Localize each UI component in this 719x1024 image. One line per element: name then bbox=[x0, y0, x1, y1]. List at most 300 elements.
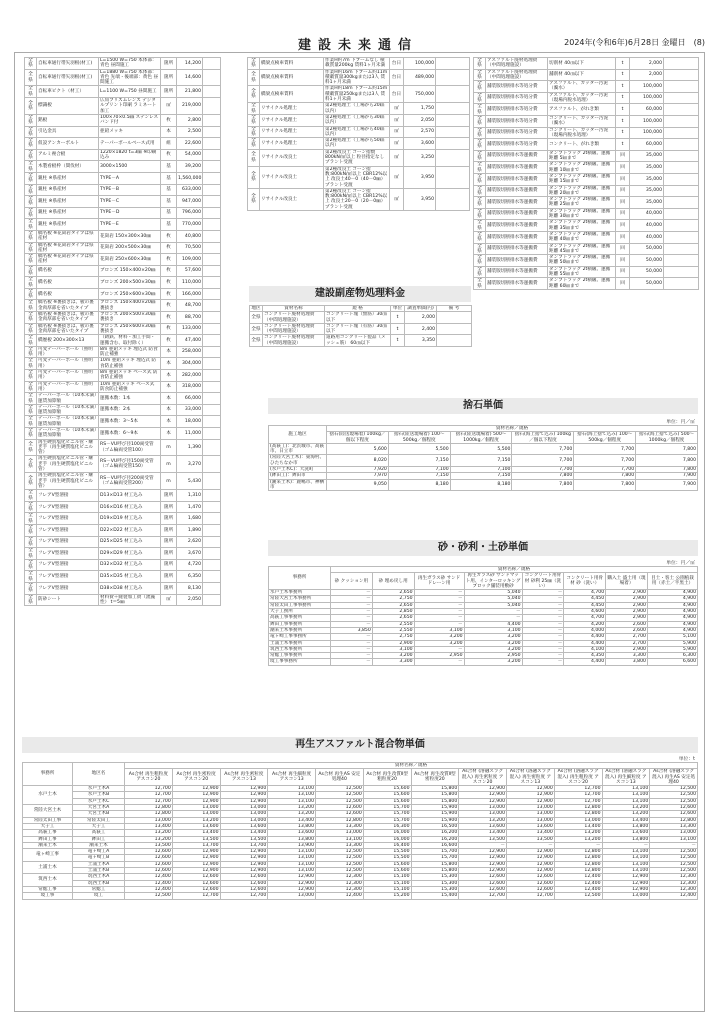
table-cell: 12,700 bbox=[459, 893, 507, 899]
table-row bbox=[269, 479, 698, 491]
table-cell: 66,000 bbox=[177, 393, 203, 405]
table-row bbox=[474, 266, 699, 278]
table-cell: 5,040 bbox=[464, 590, 522, 596]
table-cell: － bbox=[464, 609, 522, 615]
table-cell: 750,000 bbox=[404, 86, 436, 103]
column-header: 捨石(陸送現場着) 500～1000kg／個程度 bbox=[450, 432, 512, 444]
table-cell: 110,000 bbox=[177, 277, 203, 289]
table-cell: 2,600 bbox=[606, 627, 648, 633]
table-cell: 13,400 bbox=[507, 830, 555, 836]
remarks-cell bbox=[203, 501, 221, 513]
remarks-cell bbox=[664, 255, 699, 267]
table-cell: 作業H約16m 下ブーム約11m 積載質量300kgまたは3人 賃料1ヶ月未満 bbox=[324, 69, 390, 86]
table-cell: 13,500 bbox=[172, 836, 220, 842]
table-cell: 本 bbox=[161, 428, 177, 440]
remarks-cell bbox=[203, 207, 221, 219]
table-cell: 12,900 bbox=[268, 880, 316, 886]
table-cell: 13,000 bbox=[602, 893, 650, 899]
table-cell: 可変テーパーポール（照明用） bbox=[37, 358, 99, 370]
table-cell: D25×D25 材工込み bbox=[99, 536, 161, 548]
table-cell: 4,200 bbox=[564, 621, 606, 627]
table-cell: m bbox=[161, 456, 177, 473]
table-cell: 40,800 bbox=[177, 230, 203, 242]
table-cell: 12,300 bbox=[650, 880, 698, 886]
table-cell: テーパーポール（10本未満）運賃加算額 bbox=[37, 393, 99, 405]
table-cell: 14,600 bbox=[177, 69, 203, 86]
table-cell: 13,000 bbox=[459, 811, 507, 817]
table-cell: 4,900 bbox=[647, 602, 697, 608]
table-cell: 舗装版切断排水等処分費 bbox=[486, 139, 548, 151]
remarks-cell bbox=[203, 536, 221, 548]
table-cell: 4,000 bbox=[564, 627, 606, 633]
table-cell: － bbox=[522, 659, 564, 665]
sand-unit: 単位：円／㎥ bbox=[666, 561, 695, 566]
table-cell: 8,020 bbox=[327, 455, 389, 467]
table-cell: 2,620 bbox=[177, 536, 203, 548]
table-cell: 12,500 bbox=[650, 861, 698, 867]
table-cell: 全県 bbox=[474, 139, 486, 151]
table-cell: 12,600 bbox=[507, 874, 555, 880]
table-cell: 3,300 bbox=[372, 659, 414, 665]
table-cell: － bbox=[522, 609, 564, 615]
table-cell: ブロンズ 150×400×20㎜ 裏抜き bbox=[99, 300, 161, 312]
table-cell: 全県 bbox=[250, 312, 263, 324]
table-cell: 4,700 bbox=[564, 615, 606, 621]
table-cell: 15,800 bbox=[411, 861, 459, 867]
table-cell: t bbox=[616, 81, 630, 93]
table-cell: 仮設アンカーボルト bbox=[37, 138, 99, 150]
column-header: As合材 再生改質Ⅱ型 密粒度20 bbox=[411, 769, 459, 786]
table-cell: 1,310 bbox=[177, 490, 203, 502]
table-cell: － bbox=[414, 615, 464, 621]
table-cell: 大子工 bbox=[73, 823, 125, 829]
table-cell: 舗装版切断排水等処分費 bbox=[486, 115, 548, 127]
table-row bbox=[25, 288, 221, 300]
table-cell: 13,400 bbox=[459, 830, 507, 836]
table-cell: 橋名板 ※花崗岩タイプは県産材 bbox=[37, 230, 99, 242]
table-cell: 基 bbox=[161, 207, 177, 219]
table-cell: アスファルト廃材処理費（中間処理施設） bbox=[486, 58, 548, 70]
table-cell: 4,700 bbox=[564, 590, 606, 596]
table-cell: 2,000 bbox=[630, 58, 664, 70]
table-cell: t bbox=[616, 104, 630, 116]
table-cell: 3,950 bbox=[404, 166, 436, 188]
remarks-cell bbox=[203, 456, 221, 473]
table-cell: 12,600 bbox=[125, 861, 173, 867]
table-cell: 橋名板 ※花崗岩タイプは県産材 bbox=[37, 254, 99, 266]
table-cell: 全県 bbox=[248, 86, 260, 103]
table-cell: － bbox=[522, 640, 564, 646]
table-cell: 全県 bbox=[25, 490, 37, 502]
table-cell: 全県 bbox=[248, 114, 260, 126]
remarks-cell bbox=[436, 188, 470, 210]
table-cell: 枚 bbox=[161, 323, 177, 335]
table-cell: 4,450 bbox=[564, 602, 606, 608]
table-row bbox=[25, 335, 221, 347]
table-cell: 作業H約18m 下ブーム約15m 積載質量250kgまたは3人 賃料1ヶ月未満 bbox=[324, 86, 390, 103]
table-cell: 境工 bbox=[73, 893, 125, 899]
remarks-cell bbox=[203, 323, 221, 335]
table-cell: 広角プリズムレンズ デジタルプリント印刷 ラミネート加工 bbox=[99, 98, 161, 115]
remarks-cell bbox=[203, 548, 221, 560]
table-cell: 全県 bbox=[248, 58, 260, 70]
table-cell: － bbox=[414, 609, 464, 615]
table-cell: 50,000 bbox=[630, 243, 664, 255]
table-cell: 花崗岩 200×500×30㎜ bbox=[99, 242, 161, 254]
table-row bbox=[25, 207, 221, 219]
table-cell: － bbox=[331, 653, 373, 659]
table-cell: 12,900 bbox=[172, 786, 220, 792]
table-cell: 2,700 bbox=[606, 640, 648, 646]
column-header: 砂 埋め戻し用 bbox=[372, 573, 414, 590]
table-cell: t bbox=[616, 115, 630, 127]
table-cell: フレアV型溶接 bbox=[37, 536, 99, 548]
table-cell: フレアV型溶接 bbox=[37, 583, 99, 595]
table-cell: 5,900 bbox=[647, 640, 697, 646]
table-cell: 筑西土木B bbox=[73, 880, 125, 886]
table-cell: 回 bbox=[616, 231, 630, 243]
table-cell: － bbox=[522, 653, 564, 659]
remarks-cell bbox=[203, 184, 221, 196]
table-cell: － bbox=[331, 634, 373, 640]
table-cell: 橋名板 bbox=[37, 265, 99, 277]
remarks-cell bbox=[664, 127, 699, 139]
table-cell: 大子工務所 bbox=[269, 609, 331, 615]
office-cell: 高萩工事 bbox=[23, 830, 73, 836]
table-cell: － bbox=[522, 596, 564, 602]
table-cell: － bbox=[331, 659, 373, 665]
table-cell: 5,040 bbox=[464, 596, 522, 602]
table-cell: 13,100 bbox=[602, 868, 650, 874]
table-cell: 2,850 bbox=[372, 609, 414, 615]
table-cell: 489,000 bbox=[404, 69, 436, 86]
table-cell: （鋳鉄、材料・加工手間・運搬含む、取付除く） bbox=[99, 335, 161, 347]
table-cell: 15,800 bbox=[411, 792, 459, 798]
table-cell: 基 bbox=[161, 219, 177, 231]
column-header: As合材 (溶融スラグ混入) 再生細粒度 アスコン13 bbox=[602, 769, 650, 786]
table-cell: 全県 bbox=[25, 548, 37, 560]
table-cell: 5,900 bbox=[647, 646, 697, 652]
table-cell: 13,000 bbox=[316, 830, 364, 836]
remarks-cell bbox=[437, 312, 472, 324]
table-cell: 台日 bbox=[390, 58, 404, 70]
date-text: 2024年(令和6年)6月28日 金曜日 bbox=[564, 38, 686, 47]
table-cell: － bbox=[331, 596, 373, 602]
table-cell: 12,700 bbox=[125, 798, 173, 804]
table-row bbox=[25, 536, 221, 548]
table-cell: 基 bbox=[161, 184, 177, 196]
table-row bbox=[25, 404, 221, 416]
table-cell: 全県 bbox=[474, 173, 486, 185]
table-cell: 12,800 bbox=[125, 811, 173, 817]
table-cell: 39,200 bbox=[177, 161, 203, 173]
remarks-cell bbox=[664, 197, 699, 209]
table-cell: D32×D32 材工込み bbox=[99, 559, 161, 571]
table-cell: 全県 bbox=[474, 220, 486, 232]
table-cell: 潮来土木事務所 bbox=[269, 627, 331, 633]
table-cell: ブロンズ 200×500×30㎜ 裏抜き bbox=[99, 312, 161, 324]
table-cell: 水戸土木事務所 bbox=[269, 590, 331, 596]
table-cell: 15,300 bbox=[411, 886, 459, 892]
table-cell: － bbox=[522, 646, 564, 652]
remarks-cell bbox=[203, 312, 221, 324]
remarks-cell bbox=[203, 242, 221, 254]
table-cell: 3,200 bbox=[464, 659, 522, 665]
table-cell: 13,200 bbox=[125, 836, 173, 842]
table-cell: 全県 bbox=[25, 300, 37, 312]
table-cell: 16,500 bbox=[411, 823, 459, 829]
table-cell: 12,600 bbox=[459, 874, 507, 880]
column-header: As合材 再生改質Ⅱ型 粗粒度20 bbox=[363, 769, 411, 786]
table-cell: 7,150 bbox=[450, 473, 512, 479]
table-cell: 12,900 bbox=[459, 855, 507, 861]
table-row bbox=[25, 86, 221, 98]
column-header: 調査単価(円) bbox=[405, 306, 437, 312]
table-cell: 3,670 bbox=[177, 548, 203, 560]
table-cell: 箇所 bbox=[161, 490, 177, 502]
table-cell: 全県 bbox=[474, 208, 486, 220]
table-cell: 竜ヶ崎工事事務所 bbox=[269, 634, 331, 640]
table-cell: 15,700 bbox=[363, 805, 411, 811]
table-cell: 全県 bbox=[25, 207, 37, 219]
table-cell: 橋名板 ※裏抜きは、板の裏金肉厚部を省いたタイプ bbox=[37, 323, 99, 335]
column-header: As合材 (溶融スラグ混入) 再生密粒度 アスコン13 bbox=[507, 769, 555, 786]
table-cell: 全県 bbox=[248, 103, 260, 115]
table-cell: 15,900 bbox=[411, 817, 459, 823]
table-cell: 舗装版切断排水等運搬費 bbox=[486, 150, 548, 162]
table-cell: 100,000 bbox=[630, 81, 664, 93]
table-cell: 大宮土木A bbox=[73, 805, 125, 811]
table-cell: 全県 bbox=[25, 456, 37, 473]
table-cell: 3,250 bbox=[404, 149, 436, 166]
remarks-cell bbox=[436, 103, 470, 115]
remarks-cell bbox=[203, 346, 221, 358]
table-cell: 回 bbox=[616, 220, 630, 232]
table-cell: 全県 bbox=[25, 559, 37, 571]
table-cell: フレアV型溶接 bbox=[37, 513, 99, 525]
table-cell: 全県 bbox=[248, 149, 260, 166]
table-cell: 35,000 bbox=[630, 150, 664, 162]
table-cell: アスファルト、カッター汚泥（現場内脱水処理） bbox=[548, 92, 616, 104]
column-header: As合材 (溶融スラグ混入) 再生AS 安定処理40 bbox=[650, 769, 698, 786]
table-row bbox=[25, 473, 221, 490]
table-cell: 舗装版切断排水等処分費 bbox=[486, 127, 548, 139]
remarks-cell bbox=[664, 115, 699, 127]
table-cell: ダンプトラック 2t積級、運搬距離 30㎞まで bbox=[548, 208, 616, 220]
table-cell: 13,100 bbox=[268, 855, 316, 861]
table-cell: 全県 bbox=[25, 277, 37, 289]
table-cell: 本 bbox=[161, 346, 177, 358]
table-cell: 12,300 bbox=[316, 880, 364, 886]
column-header: 再生ガラス砂 サンドドレーン用 bbox=[414, 573, 464, 590]
table-cell: D22×D22 材工込み bbox=[99, 525, 161, 537]
sand-title: 砂・砂利・土砂単価 bbox=[268, 540, 698, 556]
table-cell: ダンプトラック 2t積級、運搬距離 10㎞まで bbox=[548, 162, 616, 174]
issue-date bbox=[564, 37, 705, 48]
table-cell: － bbox=[507, 842, 555, 848]
table-cell: 22,600 bbox=[177, 138, 203, 150]
table-cell: 318,000 bbox=[177, 381, 203, 393]
table-cell: (水戸土木C)：大洗町 bbox=[269, 467, 327, 473]
table-cell: － bbox=[414, 646, 464, 652]
table-cell: 3,100 bbox=[414, 627, 464, 633]
table-cell: TYPE－E bbox=[99, 219, 161, 231]
column-header: 再生ガラス砂 サンドマット用、インターロッキングブロック舗装用敷砂 bbox=[465, 573, 521, 589]
table-cell: 枚 bbox=[161, 288, 177, 300]
table-row bbox=[25, 439, 221, 456]
table-cell: 12,600 bbox=[650, 805, 698, 811]
table-cell: D16×D16 材工込み bbox=[99, 501, 161, 513]
remarks-cell bbox=[664, 208, 699, 220]
table-cell: 12,900 bbox=[459, 792, 507, 798]
table-cell: 12,300 bbox=[650, 874, 698, 880]
table-cell: 12,900 bbox=[602, 886, 650, 892]
table-cell: 13,200 bbox=[459, 817, 507, 823]
table-cell: 13,600 bbox=[268, 830, 316, 836]
table-cell: 常総工事事務所 bbox=[269, 653, 331, 659]
table-cell: 全県 bbox=[25, 219, 37, 231]
table-cell: 橋歴板 200×300×13 bbox=[37, 335, 99, 347]
table-cell: 4,900 bbox=[647, 615, 697, 621]
column-header: 規 格 bbox=[325, 306, 391, 312]
table-cell: ダンプトラック 2t積級、運搬距離 55㎞まで bbox=[548, 266, 616, 278]
table-cell: 13,900 bbox=[268, 842, 316, 848]
table-cell: 10m 亜鉛メッキ ベース式 防食防止補強 bbox=[99, 381, 161, 393]
table-cell: 高萩工 bbox=[73, 830, 125, 836]
table-cell: 橋名板 ※裏抜きは、板の裏金肉厚部を省いたタイプ bbox=[37, 312, 99, 324]
table-row bbox=[474, 139, 699, 151]
table-cell: 12,900 bbox=[507, 868, 555, 874]
table-cell: 12,500 bbox=[650, 849, 698, 855]
table-cell: 舗装版切断排水等運搬費 bbox=[486, 266, 548, 278]
table-row bbox=[25, 346, 221, 358]
office-cell: 潮来土木 bbox=[23, 842, 73, 848]
table-cell: アルミ複合板 bbox=[37, 149, 99, 161]
table-cell: 2,600 bbox=[606, 621, 648, 627]
table-cell: ㎡ bbox=[390, 188, 404, 210]
table-cell: 60,000 bbox=[630, 139, 664, 151]
table-cell: 166,000 bbox=[177, 288, 203, 300]
table-cell: 13,100 bbox=[268, 786, 316, 792]
table-row bbox=[474, 220, 699, 232]
table-cell: 12,500 bbox=[316, 855, 364, 861]
table-cell: 全県 bbox=[25, 404, 37, 416]
table-cell: 12,800 bbox=[125, 805, 173, 811]
table-cell: 13,800 bbox=[268, 823, 316, 829]
table-cell: 3,200 bbox=[464, 640, 522, 646]
table-cell: 12,700 bbox=[125, 786, 173, 792]
table-cell: 常陸太田工事事務所 bbox=[269, 602, 331, 608]
table-cell: 自転車通行帯矢羽根(材工) bbox=[37, 69, 99, 86]
table-cell: 箇所 bbox=[161, 559, 177, 571]
table-cell: 12,500 bbox=[316, 868, 364, 874]
table-cell: 7,800 bbox=[512, 473, 574, 479]
table-cell: 舗装版切断排水等運搬費 bbox=[486, 185, 548, 197]
remarks-cell bbox=[203, 161, 221, 173]
table-cell: 3,850 bbox=[331, 627, 373, 633]
table-row bbox=[25, 184, 221, 196]
table-cell: 35,000 bbox=[630, 162, 664, 174]
table-cell: 12,900 bbox=[459, 861, 507, 867]
table-cell: 2,050 bbox=[404, 114, 436, 126]
table-cell: 箇所 bbox=[161, 548, 177, 560]
table-cell: D13×D13 材工込み bbox=[99, 490, 161, 502]
remarks-cell bbox=[203, 254, 221, 266]
table-cell: 枚 bbox=[161, 300, 177, 312]
asphalt-title: 再生アスファルト混合物単価 bbox=[22, 737, 698, 753]
table-cell: 道路用コンクリート製品（メッシュ筋） 60㎝以下 bbox=[325, 335, 391, 347]
table-cell: 切削材 40㎝以下 bbox=[548, 58, 616, 70]
table-row bbox=[25, 559, 221, 571]
table-cell: 12,600 bbox=[172, 874, 220, 880]
table-cell: 7,800 bbox=[574, 473, 636, 479]
table-cell: 本 bbox=[161, 370, 177, 382]
table-cell: 12,700 bbox=[220, 893, 268, 899]
table-cell: － bbox=[414, 621, 464, 627]
remarks-cell bbox=[664, 150, 699, 162]
table-cell: 13,700 bbox=[172, 842, 220, 848]
remarks-cell bbox=[203, 86, 221, 98]
table-cell: 第2種処理土（工場から50㎞以内） bbox=[324, 138, 390, 150]
table-cell: 12,900 bbox=[172, 792, 220, 798]
table-cell: 18,000 bbox=[177, 416, 203, 428]
table-cell: 全県 bbox=[25, 161, 37, 173]
table-cell: 舗装版切断排水等処分費 bbox=[486, 104, 548, 116]
table-cell: 枚 bbox=[161, 114, 177, 126]
table-cell: 13,300 bbox=[316, 842, 364, 848]
table-cell: 全県 bbox=[25, 312, 37, 324]
table-cell: 12,600 bbox=[125, 855, 173, 861]
table-cell: 舗装版切断排水等運搬費 bbox=[486, 173, 548, 185]
table-cell: テーパーポール（10本未満）運賃加算額 bbox=[37, 404, 99, 416]
table-cell: － bbox=[331, 621, 373, 627]
table-cell: － bbox=[459, 842, 507, 848]
table-cell: 2,700 bbox=[606, 634, 648, 640]
table-cell: － bbox=[522, 627, 564, 633]
table-cell: 5,430 bbox=[177, 473, 203, 490]
table-cell: 舗装版切断排水等処分費 bbox=[486, 92, 548, 104]
table-cell: 全県 bbox=[474, 127, 486, 139]
table-cell: 7,150 bbox=[388, 473, 450, 479]
table-cell: 3,100 bbox=[464, 627, 522, 633]
table-cell: 13,300 bbox=[316, 823, 364, 829]
table-cell: 3,200 bbox=[414, 634, 464, 640]
table-cell: 作業H約7m 下ブームなし 積載質量200kg 賃料1ヶ月未満 bbox=[324, 58, 390, 70]
table-cell: t bbox=[391, 323, 405, 335]
table-cell: 木製看板枠（間伐材） bbox=[37, 161, 99, 173]
table-cell: t bbox=[391, 312, 405, 324]
column-header: 捨石(海上捨て込み) 100～500kg／個程度 bbox=[574, 432, 636, 444]
table-cell: 12,900 bbox=[220, 849, 268, 855]
table-row bbox=[25, 456, 221, 473]
table-cell: 12,900 bbox=[459, 868, 507, 874]
table-cell: 土浦土木事務所 bbox=[269, 640, 331, 646]
table-cell: 材料費＋縫製加工費（流藻性） t＝5㎜ bbox=[99, 594, 161, 606]
table-cell: 35,000 bbox=[630, 197, 664, 209]
table-cell: 100,000 bbox=[630, 127, 664, 139]
table-cell: 12,500 bbox=[316, 798, 364, 804]
column-header: As合材 (溶融スラグ混入) 再生粗粒度 アスコン20 bbox=[554, 769, 602, 786]
table-row bbox=[474, 231, 699, 243]
remarks-cell bbox=[664, 104, 699, 116]
table-cell: 16,000 bbox=[363, 830, 411, 836]
table-cell: D35×D35 材工込み bbox=[99, 571, 161, 583]
column-header: As合材 再生AS 安定処理40 bbox=[316, 769, 364, 786]
remarks-cell bbox=[203, 393, 221, 405]
table-cell: フレアV型溶接 bbox=[37, 501, 99, 513]
column-header: 目土・客土 公園植栽用（赤土／半黒土） bbox=[647, 573, 697, 590]
remarks-cell bbox=[664, 185, 699, 197]
